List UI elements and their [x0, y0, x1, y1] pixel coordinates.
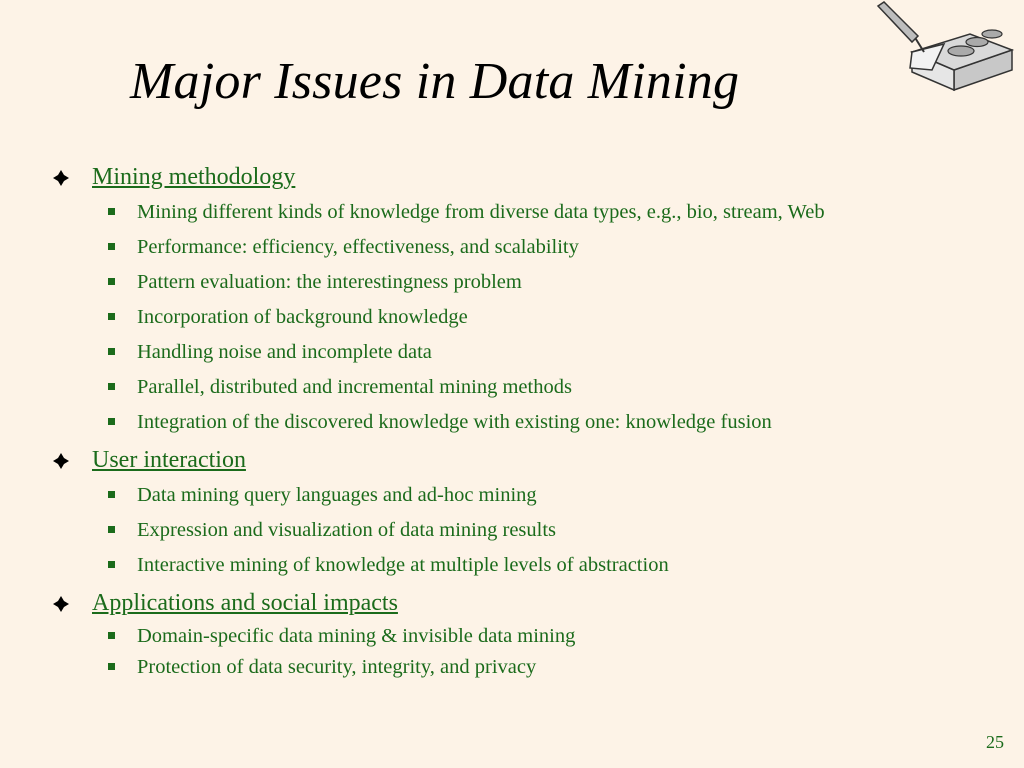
section-user-interaction [52, 443, 992, 579]
bullet-list [92, 622, 992, 681]
list-item [92, 481, 992, 509]
list-item [92, 653, 992, 681]
square-bullet-icon [108, 526, 115, 533]
list-item [92, 551, 992, 579]
list-item [92, 516, 992, 544]
list-item [92, 622, 992, 650]
section-mining-methodology [52, 160, 992, 436]
page-number: 25 [986, 732, 1004, 752]
square-bullet-icon [108, 208, 115, 215]
slide-body [52, 160, 992, 684]
square-bullet-icon [108, 278, 115, 285]
bullet-list [92, 481, 992, 579]
square-bullet-icon [108, 383, 115, 390]
list-item-text: Parallel, distributed and incremental mining methods [137, 376, 572, 398]
list-item [92, 268, 992, 296]
list-item [92, 303, 992, 331]
bullet-list [92, 198, 992, 436]
list-item-text: Protection of data security, integrity, and privacy [137, 656, 537, 678]
square-bullet-icon [108, 663, 115, 670]
diamond-bullet-icon [52, 452, 70, 470]
list-item [92, 373, 992, 401]
list-item-text: Handling noise and incomplete data [137, 341, 432, 363]
square-bullet-icon [108, 632, 115, 639]
list-item-text: Mining different kinds of knowledge from diverse data types, e.g., bio, stream, Web [137, 201, 825, 223]
trowel-and-brick-icon [872, 0, 1024, 120]
slide-title: Major Issues in Data Mining [130, 53, 740, 110]
square-bullet-icon [108, 491, 115, 498]
square-bullet-icon [108, 348, 115, 355]
square-bullet-icon [108, 561, 115, 568]
list-item-text: Integration of the discovered knowledge with existing one: knowledge fusion [137, 411, 772, 433]
diamond-bullet-icon [52, 595, 70, 613]
list-item-text: Performance: efficiency, effectiveness, and scalability [137, 236, 579, 258]
square-bullet-icon [108, 418, 115, 425]
section-applications-social-impacts [52, 586, 992, 681]
section-list [52, 160, 992, 681]
list-item-text: Pattern evaluation: the interestingness problem [137, 271, 522, 293]
list-item-text: Interactive mining of knowledge at multiple levels of abstraction [137, 554, 669, 576]
section-heading: Mining methodology [92, 164, 296, 190]
list-item-text: Data mining query languages and ad-hoc mining [137, 484, 537, 506]
diamond-bullet-icon [52, 169, 70, 187]
section-heading: Applications and social impacts [92, 590, 398, 616]
square-bullet-icon [108, 243, 115, 250]
list-item-text: Domain-specific data mining & invisible data mining [137, 625, 576, 647]
square-bullet-icon [108, 313, 115, 320]
list-item [92, 338, 992, 366]
list-item [92, 198, 992, 226]
list-item-text: Expression and visualization of data mining results [137, 519, 557, 541]
list-item-text: Incorporation of background knowledge [137, 306, 468, 328]
section-heading: User interaction [92, 447, 246, 473]
list-item [92, 408, 992, 436]
list-item [92, 233, 992, 261]
